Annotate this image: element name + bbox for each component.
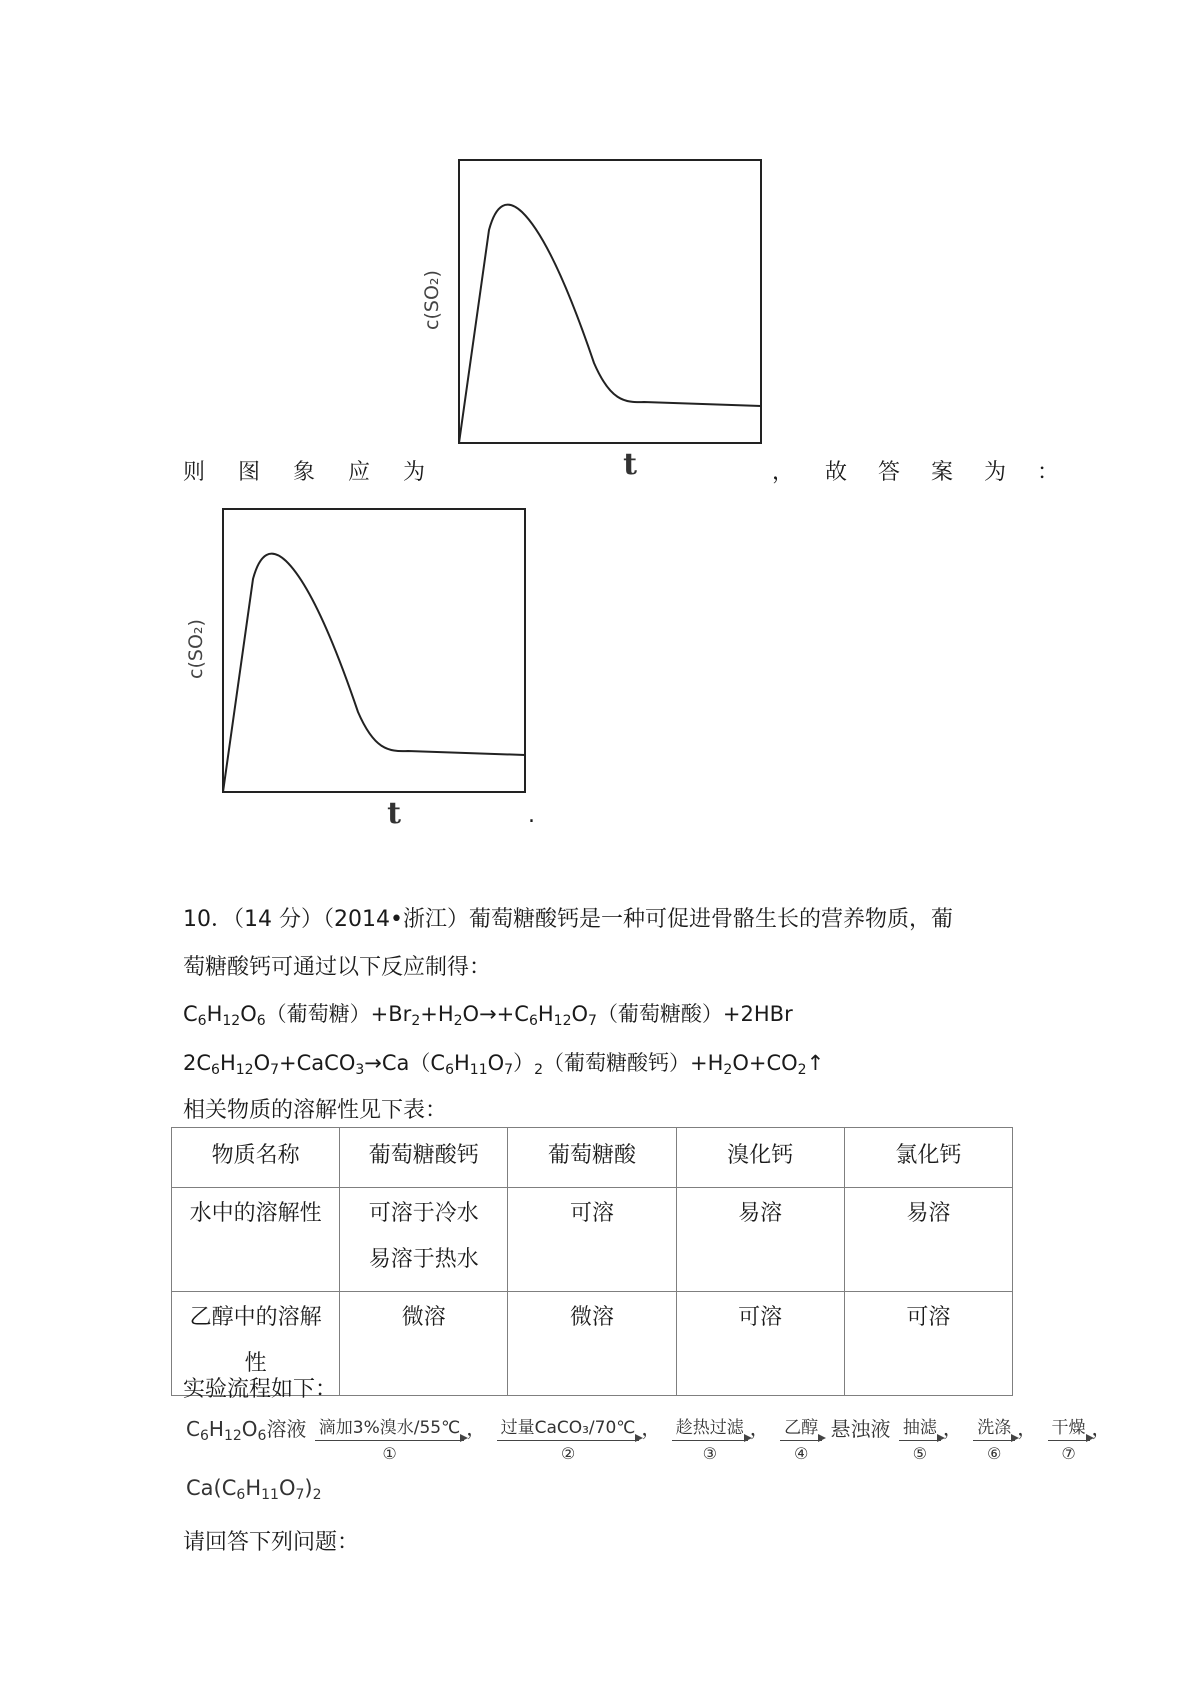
flow-comma: ， xyxy=(641,1416,662,1440)
flow-step-label: 洗涤 xyxy=(973,1416,1015,1441)
flow-step-number: ⑦ xyxy=(1061,1444,1076,1463)
flow-start xyxy=(186,1416,306,1442)
flow-step-label: 乙醇 xyxy=(780,1416,822,1441)
flow-step-number: ② xyxy=(560,1444,576,1463)
flow-step-label: 干燥 xyxy=(1048,1416,1090,1441)
question-10-line-1: 10．（14 分）（2014•浙江）葡萄糖酸钙是一种可促进骨骼生长的营养物质，葡 xyxy=(183,907,953,932)
flow-step-arrow xyxy=(672,1416,748,1467)
x-axis-label: t xyxy=(623,447,637,482)
so2-curve xyxy=(459,205,761,443)
eq-sub: 12 xyxy=(553,1013,572,1029)
flow-comma: ， xyxy=(942,1416,963,1440)
cell-line: 乙醇中的溶解 xyxy=(189,1305,322,1330)
flow-sub: 2 xyxy=(312,1487,322,1503)
equation-2 xyxy=(183,1047,824,1077)
eq-sub: 7 xyxy=(270,1062,280,1078)
table-header: 葡萄糖酸钙 xyxy=(340,1128,508,1188)
flow-text: C xyxy=(186,1417,200,1441)
table-cell xyxy=(340,1188,508,1292)
eq-text: +H xyxy=(420,1002,454,1026)
flow-intro: 实验流程如下： xyxy=(183,1377,338,1402)
table-cell: 微溶 xyxy=(508,1292,676,1396)
flow-end-product xyxy=(186,1476,322,1503)
eq-text: O xyxy=(253,1051,271,1075)
eq-text: H xyxy=(219,1051,236,1075)
char: 案 xyxy=(931,460,954,485)
eq-text: O xyxy=(487,1051,505,1075)
cell-line: 易溶于热水 xyxy=(368,1247,479,1272)
flow-text: H xyxy=(208,1417,224,1441)
eq-text: +CaCO xyxy=(279,1051,356,1075)
flow-step-arrow xyxy=(973,1416,1015,1467)
flow-sub: 6 xyxy=(236,1487,246,1503)
char: 故 xyxy=(825,460,848,485)
flow-text: ) xyxy=(304,1476,313,1500)
plot-frame xyxy=(459,160,761,443)
char: 为 xyxy=(984,460,1007,485)
flow-comma: ， xyxy=(1091,1416,1112,1440)
eq-sub: 2 xyxy=(797,1062,807,1078)
eq-text: （葡萄糖）+Br xyxy=(265,1002,412,1026)
flow-comma: ， xyxy=(749,1416,770,1440)
flow-step-number: ⑤ xyxy=(912,1444,927,1463)
table-cell: 可溶 xyxy=(508,1188,676,1292)
cell-line: 性 xyxy=(244,1351,267,1376)
table-header-row xyxy=(172,1128,1013,1188)
flow-step-arrow xyxy=(780,1416,822,1467)
table-header: 氯化钙 xyxy=(844,1128,1012,1188)
experiment-flow xyxy=(186,1416,1114,1467)
flow-sub: 12 xyxy=(223,1428,242,1444)
answer-period: . xyxy=(528,803,535,828)
so2-concentration-graph-answer xyxy=(178,509,518,849)
flow-comma: ， xyxy=(1017,1416,1038,1440)
question-prompt: 请回答下列问题： xyxy=(183,1530,360,1555)
eq-sub: 11 xyxy=(469,1062,488,1078)
eq-sub: 6 xyxy=(445,1062,454,1078)
eq-text: H xyxy=(537,1002,554,1026)
char: 则 xyxy=(183,460,206,485)
eq-sub: 12 xyxy=(222,1013,241,1029)
eq-text: C xyxy=(183,1002,198,1026)
eq-sub: 7 xyxy=(588,1013,597,1029)
graph-sentence-right xyxy=(772,455,1067,486)
eq-sub: 2 xyxy=(411,1013,421,1029)
eq-text: O+CO xyxy=(732,1051,798,1075)
eq-sub: 2 xyxy=(723,1062,733,1078)
flow-step-arrow xyxy=(1048,1416,1090,1467)
eq-sub: 6 xyxy=(211,1062,220,1078)
table-cell: 微溶 xyxy=(340,1292,508,1396)
table-cell: 可溶 xyxy=(844,1292,1012,1396)
flow-step-label: 过量CaCO₃/70℃ xyxy=(497,1416,640,1441)
flow-step-number: ④ xyxy=(793,1444,809,1463)
char: 为 xyxy=(403,460,426,485)
graph-svg-2 xyxy=(178,509,518,849)
flow-sub: 11 xyxy=(261,1487,279,1503)
table-header: 物质名称 xyxy=(172,1128,340,1188)
table-cell: 可溶 xyxy=(676,1292,844,1396)
flow-step-label: 趁热过滤 xyxy=(672,1416,748,1441)
eq-sub: 2 xyxy=(534,1062,543,1078)
eq-text: H xyxy=(206,1002,223,1026)
flow-step-arrow xyxy=(315,1416,464,1467)
table-cell: 易溶 xyxy=(844,1188,1012,1292)
char: 应 xyxy=(348,460,371,485)
flow-text: O xyxy=(278,1476,296,1500)
table-row xyxy=(172,1188,1013,1292)
eq-sub: 7 xyxy=(504,1062,514,1078)
solubility-table xyxy=(171,1127,1013,1396)
flow-text: Ca(C xyxy=(186,1476,237,1500)
char: 答 xyxy=(878,460,901,485)
flow-step-label: 滴加3%溴水/55℃ xyxy=(315,1416,464,1441)
flow-step-arrow xyxy=(497,1416,640,1467)
flow-step-label: 抽滤 xyxy=(899,1416,941,1441)
char: ： xyxy=(1037,460,1060,485)
flow-sub: 6 xyxy=(199,1428,209,1444)
char: 图 xyxy=(238,460,261,485)
flow-step-number: ① xyxy=(382,1444,397,1463)
y-axis-label: c(SO₂) xyxy=(185,619,207,679)
y-axis-label: c(SO₂) xyxy=(421,270,443,330)
so2-curve xyxy=(223,554,525,792)
flow-text: 溶液 xyxy=(266,1417,307,1441)
flow-text: O xyxy=(241,1417,258,1441)
eq-sub: 2 xyxy=(453,1013,463,1029)
plot-frame xyxy=(223,509,525,792)
eq-sub: 12 xyxy=(235,1062,254,1078)
eq-text: H xyxy=(454,1051,470,1075)
eq-text: →Ca（C xyxy=(364,1051,446,1075)
flow-step-arrow xyxy=(899,1416,941,1467)
graph-sentence-left xyxy=(183,455,451,486)
graph-svg-1 xyxy=(414,160,754,500)
flow-step-number: ③ xyxy=(702,1444,717,1463)
flow-sub: 7 xyxy=(295,1487,305,1503)
table-intro: 相关物质的溶解性见下表： xyxy=(183,1098,448,1123)
eq-text: ） xyxy=(513,1051,535,1075)
eq-text: 2C xyxy=(183,1051,212,1075)
flow-mid: 悬浊液 xyxy=(830,1417,891,1441)
eq-text: ↑ xyxy=(806,1051,825,1075)
eq-text: O xyxy=(240,1002,257,1026)
table-header: 葡萄糖酸 xyxy=(508,1128,676,1188)
eq-sub: 3 xyxy=(355,1062,365,1078)
eq-text: O→+C xyxy=(462,1002,529,1026)
table-cell: 水中的溶解性 xyxy=(172,1188,340,1292)
question-10-line-2: 萄糖酸钙可通过以下反应制得： xyxy=(183,955,492,980)
so2-concentration-graph-inline xyxy=(414,160,754,500)
eq-text: （葡萄糖酸）+2HBr xyxy=(596,1002,793,1026)
table-cell: 易溶 xyxy=(676,1188,844,1292)
table-header: 溴化钙 xyxy=(676,1128,844,1188)
cell-line: 可溶于冷水 xyxy=(368,1201,479,1226)
flow-comma: ， xyxy=(466,1416,487,1440)
flow-step-number: ⑥ xyxy=(987,1444,1002,1463)
char: 象 xyxy=(293,460,316,485)
char: ， xyxy=(772,460,795,485)
eq-sub: 6 xyxy=(197,1013,207,1029)
eq-sub: 6 xyxy=(528,1013,538,1029)
flow-sub: 6 xyxy=(257,1428,267,1444)
equation-1 xyxy=(183,998,793,1028)
eq-sub: 6 xyxy=(256,1013,266,1029)
eq-text: O xyxy=(571,1002,589,1026)
flow-text: H xyxy=(245,1476,262,1500)
x-axis-label: t xyxy=(387,796,401,831)
eq-text: （葡萄糖酸钙）+H xyxy=(543,1051,724,1075)
